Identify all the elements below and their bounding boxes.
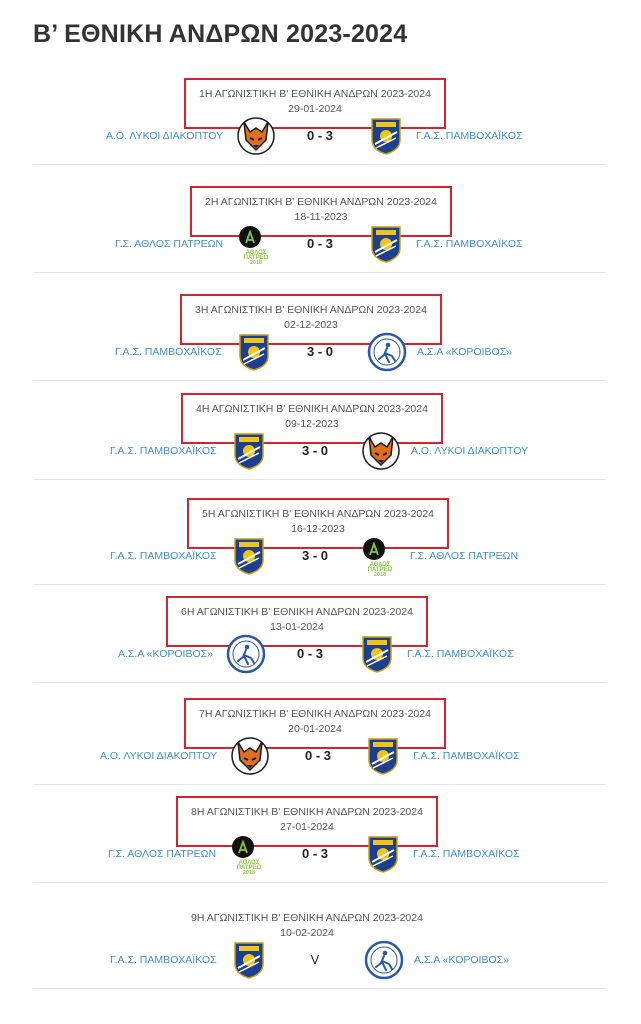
round-title: 3Η ΑΓΩΝΙΣΤΙΚΗ Β' ΕΘΝΙΚΗ ΑΝΔΡΩΝ 2023-2024 xyxy=(195,304,427,316)
match-divider xyxy=(33,380,606,381)
koroivos-crest-icon[interactable] xyxy=(226,634,266,674)
round-header xyxy=(190,186,452,237)
home-team-link[interactable]: Γ.Α.Σ. ΠΑΜΒΟΧΑΪΚΟΣ xyxy=(110,954,217,966)
away-team-link[interactable]: Γ.Σ. ΑΘΛΟΣ ΠΑΤΡΕΩΝ xyxy=(410,550,519,562)
round-title: 6Η ΑΓΩΝΙΣΤΙΚΗ Β' ΕΘΝΙΚΗ ΑΝΔΡΩΝ 2023-2024 xyxy=(181,606,413,618)
round-title: 8Η ΑΓΩΝΙΣΤΙΚΗ Β' ΕΘΝΙΚΗ ΑΝΔΡΩΝ 2023-2024 xyxy=(191,806,423,818)
match-divider xyxy=(33,682,606,683)
athlos-crest-icon[interactable] xyxy=(229,834,269,874)
svg-text:ΑΘΛΟΣ: ΑΘΛΟΣ xyxy=(238,860,260,866)
match-score: 0 - 3 xyxy=(296,646,323,661)
wolf-crest-icon[interactable] xyxy=(230,736,270,776)
match-divider xyxy=(33,882,606,883)
svg-text:2018: 2018 xyxy=(373,572,387,576)
away-team-link[interactable]: Α.Ο. ΛΥΚΟΙ ΔΙΑΚΟΠΤΟΥ xyxy=(411,445,529,457)
match-divider xyxy=(33,272,606,273)
match-score: 3 - 0 xyxy=(301,548,328,563)
round-title: 4Η ΑΓΩΝΙΣΤΙΚΗ Β' ΕΘΝΙΚΗ ΑΝΔΡΩΝ 2023-2024 xyxy=(196,403,428,415)
away-team-link[interactable]: Γ.Α.Σ. ΠΑΜΒΟΧΑΪΚΟΣ xyxy=(416,130,523,142)
pamvochaikos-crest-icon[interactable] xyxy=(229,940,269,980)
match-date: 13-01-2024 xyxy=(270,621,324,633)
round-title: 5Η ΑΓΩΝΙΣΤΙΚΗ Β' ΕΘΝΙΚΗ ΑΝΔΡΩΝ 2023-2024 xyxy=(202,508,434,520)
home-team-link[interactable]: Γ.Σ. ΑΘΛΟΣ ΠΑΤΡΕΩΝ xyxy=(115,238,224,250)
round-header xyxy=(184,698,446,749)
match-divider xyxy=(33,479,606,480)
round-title: 1Η ΑΓΩΝΙΣΤΙΚΗ Β' ΕΘΝΙΚΗ ΑΝΔΡΩΝ 2023-2024 xyxy=(199,88,431,100)
pamvochaikos-crest-icon[interactable] xyxy=(234,332,274,372)
match-score: 3 - 0 xyxy=(306,344,333,359)
home-team-link[interactable]: Γ.Α.Σ. ΠΑΜΒΟΧΑΪΚΟΣ xyxy=(110,550,217,562)
svg-text:ΑΘΛΟΣ: ΑΘΛΟΣ xyxy=(369,562,391,568)
pamvochaikos-crest-icon[interactable] xyxy=(363,736,403,776)
svg-text:2018: 2018 xyxy=(242,870,256,874)
wolf-crest-icon[interactable] xyxy=(361,431,401,471)
round-title: 2Η ΑΓΩΝΙΣΤΙΚΗ Β' ΕΘΝΙΚΗ ΑΝΔΡΩΝ 2023-2024 xyxy=(205,196,437,208)
match-date: 29-01-2024 xyxy=(288,103,342,115)
koroivos-crest-icon[interactable] xyxy=(364,940,404,980)
match-score: V xyxy=(310,952,320,967)
svg-text:ΑΘΛΟΣ: ΑΘΛΟΣ xyxy=(245,250,267,256)
svg-text:ΠΑΤΡΕΩ: ΠΑΤΡΕΩ xyxy=(236,865,262,871)
match-score: 3 - 0 xyxy=(301,443,328,458)
match-date: 09-12-2023 xyxy=(285,418,339,430)
match-divider xyxy=(33,784,606,785)
match-divider xyxy=(33,584,606,585)
match-divider xyxy=(33,164,606,165)
pamvochaikos-crest-icon[interactable] xyxy=(229,431,269,471)
match-date: 27-01-2024 xyxy=(280,821,334,833)
away-team-link[interactable]: Γ.Α.Σ. ΠΑΜΒΟΧΑΪΚΟΣ xyxy=(413,750,520,762)
round-header xyxy=(184,78,446,129)
match-date: 10-02-2024 xyxy=(280,927,334,939)
pamvochaikos-crest-icon[interactable] xyxy=(366,116,406,156)
home-team-link[interactable]: Α.Σ.Α «ΚΟΡΟΙΒΟΣ» xyxy=(118,648,213,660)
match-score: 0 - 3 xyxy=(306,128,333,143)
away-team-link[interactable]: Γ.Α.Σ. ΠΑΜΒΟΧΑΪΚΟΣ xyxy=(413,848,520,860)
home-team-link[interactable]: Γ.Α.Σ. ΠΑΜΒΟΧΑΪΚΟΣ xyxy=(110,445,217,457)
match-date: 16-12-2023 xyxy=(291,523,345,535)
svg-text:ΠΑΤΡΕΩ: ΠΑΤΡΕΩ xyxy=(243,255,269,261)
svg-text:ΠΑΤΡΕΩ: ΠΑΤΡΕΩ xyxy=(367,567,393,573)
round-header xyxy=(181,393,443,444)
match-score: 0 - 3 xyxy=(306,236,333,251)
away-team-link[interactable]: Α.Σ.Α «ΚΟΡΟΙΒΟΣ» xyxy=(414,954,509,966)
round-header xyxy=(187,498,449,549)
round-title: 7Η ΑΓΩΝΙΣΤΙΚΗ Β' ΕΘΝΙΚΗ ΑΝΔΡΩΝ 2023-2024 xyxy=(199,708,431,720)
home-team-link[interactable]: Γ.Σ. ΑΘΛΟΣ ΠΑΤΡΕΩΝ xyxy=(108,848,217,860)
away-team-link[interactable]: Α.Σ.Α «ΚΟΡΟΙΒΟΣ» xyxy=(417,346,512,358)
round-title: 9Η ΑΓΩΝΙΣΤΙΚΗ Β' ΕΘΝΙΚΗ ΑΝΔΡΩΝ 2023-2024 xyxy=(191,912,423,924)
home-team-link[interactable]: Α.Ο. ΛΥΚΟΙ ΔΙΑΚΟΠΤΟΥ xyxy=(106,130,224,142)
svg-text:2018: 2018 xyxy=(249,260,263,264)
wolf-crest-icon[interactable] xyxy=(236,116,276,156)
page-title: Β’ ΕΘΝΙΚΗ ΑΝΔΡΩΝ 2023-2024 xyxy=(33,20,408,48)
match-date: 20-01-2024 xyxy=(288,723,342,735)
pamvochaikos-crest-icon[interactable] xyxy=(363,834,403,874)
match-score: 0 - 3 xyxy=(304,748,331,763)
athlos-crest-icon[interactable] xyxy=(236,224,276,264)
home-team-link[interactable]: Γ.Α.Σ. ΠΑΜΒΟΧΑΪΚΟΣ xyxy=(115,346,222,358)
athlos-crest-icon[interactable] xyxy=(360,536,400,576)
match-score: 0 - 3 xyxy=(301,846,328,861)
pamvochaikos-crest-icon[interactable] xyxy=(366,224,406,264)
away-team-link[interactable]: Γ.Α.Σ. ΠΑΜΒΟΧΑΪΚΟΣ xyxy=(407,648,514,660)
home-team-link[interactable]: Α.Ο. ΛΥΚΟΙ ΔΙΑΚΟΠΤΟΥ xyxy=(100,750,218,762)
pamvochaikos-crest-icon[interactable] xyxy=(357,634,397,674)
away-team-link[interactable]: Γ.Α.Σ. ΠΑΜΒΟΧΑΪΚΟΣ xyxy=(416,238,523,250)
match-date: 18-11-2023 xyxy=(294,211,348,223)
match-divider xyxy=(33,988,606,989)
koroivos-crest-icon[interactable] xyxy=(367,332,407,372)
match-date: 02-12-2023 xyxy=(284,319,338,331)
pamvochaikos-crest-icon[interactable] xyxy=(229,536,269,576)
